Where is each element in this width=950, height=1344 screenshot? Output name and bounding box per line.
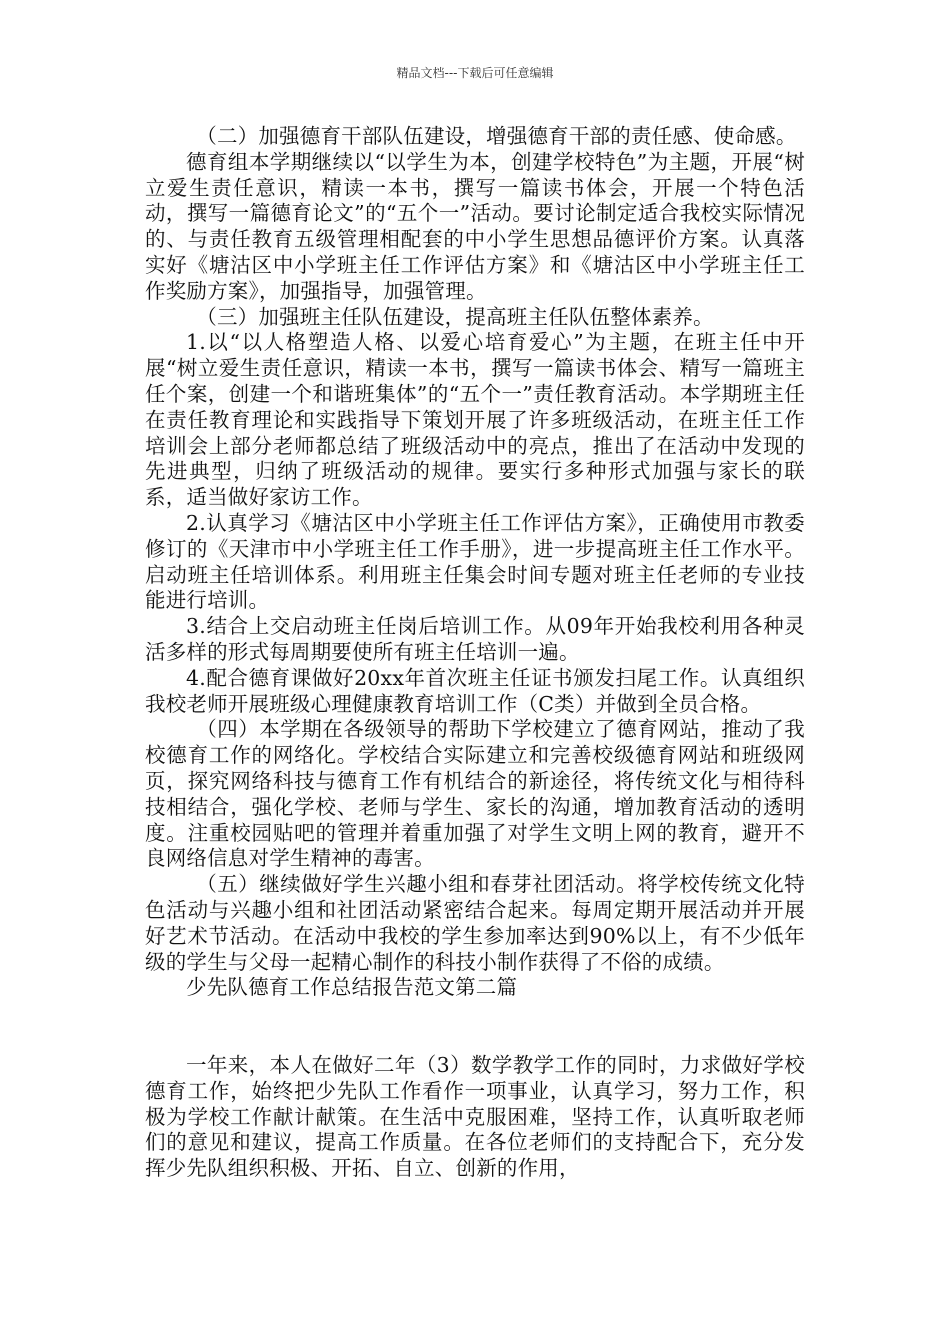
paragraph: 2.认真学习《塘沽区中小学班主任工作评估方案》，正确使用市教委修订的《天津市中小学班主任工作手册》，进一步提高班主任工作水平。启动班主任培训体系。利用班主任集会时间专题对班主任老师的专业技能进行培训。 xyxy=(145,510,805,613)
paragraph: 4.配合德育课做好20xx年首次班主任证书颁发扫尾工作。认真组织我校老师开展班级心理健康教育培训工作（C类）并做到全员合格。 xyxy=(145,665,805,716)
paragraph: 德育组本学期继续以“以学生为本，创建学校特色”为主题，开展“树立爱生责任意识，精读一本书，撰写一篇读书体会，开展一个特色活动，撰写一篇德育论文”的“五个一”活动。要讨论制定适合我校实际情况的、与责任教育五级管理相配套的中小学生思想品德评价方案。认真落实好《塘沽区中小学班主任工作评估方案》和《塘沽区中小学班主任工作奖励方案》，加强指导，加强管理。 xyxy=(145,149,805,303)
article-title: 少先队德育工作总结报告范文第二篇 xyxy=(186,975,518,1000)
page-header: 精品文档---下载后可任意编辑 xyxy=(396,66,554,80)
section-heading-2: （二）加强德育干部队伍建设，增强德育干部的责任感、使命感。 xyxy=(196,124,797,148)
paragraph: （四）本学期在各级领导的帮助下学校建立了德育网站，推动了我校德育工作的网络化。学校结合实际建立和完善校级德育网站和班级网页，探究网络科技与德育工作有机结合的新途径，将传统文化与相待科技相结合，强化学校、老师与学生、家长的沟通，增加教育活动的透明度。注重校园贴吧的管理并着重加强了对学生文明上网的教育，避开不良网络信息对学生精神的毒害。 xyxy=(145,717,805,871)
paragraph: 1.以“以人格塑造人格、以爱心培育爱心”为主题，在班主任中开展“树立爱生责任意识，精读一本书，撰写一篇读书体会、精写一篇班主任个案，创建一个和谐班集体”的“五个一”责任教育活动。本学期班主任在责任教育理论和实践指导下策划开展了许多班级活动，在班主任工作培训会上部分老师都总结了班级活动中的亮点，推出了在活动中发现的先进典型，归纳了班级活动的规律。要实行多种形式加强与家长的联系，适当做好家访工作。 xyxy=(145,330,805,510)
paragraph: 3.结合上交启动班主任岗后培训工作。从09年开始我校利用各种灵活多样的形式每周期要使所有班主任培训一遍。 xyxy=(145,614,805,664)
paragraph: 一年来，本人在做好二年（3）数学教学工作的同时，力求做好学校德育工作，始终把少先队工作看作一项事业，认真学习，努力工作，积极为学校工作献计献策。在生活中克服困难，坚持工作，认真听取老师们的意见和建议，提高工作质量。在各位老师们的支持配合下，充分发挥少先队组织积极、开拓、自立、创新的作用， xyxy=(145,1053,805,1181)
document-body xyxy=(145,124,805,1182)
section-heading-3: （三）加强班主任队伍建设，提高班主任队伍整体素养。 xyxy=(196,304,714,329)
paragraph: （五）继续做好学生兴趣小组和春芽社团活动。将学校传统文化特色活动与兴趣小组和社团活动紧密结合起来。每周定期开展活动并开展好艺术节活动。在活动中我校的学生参加率达到90%以上，有不少低年级的学生与父母一起精心制作的科技小制作获得了不俗的成绩。 xyxy=(145,872,805,974)
